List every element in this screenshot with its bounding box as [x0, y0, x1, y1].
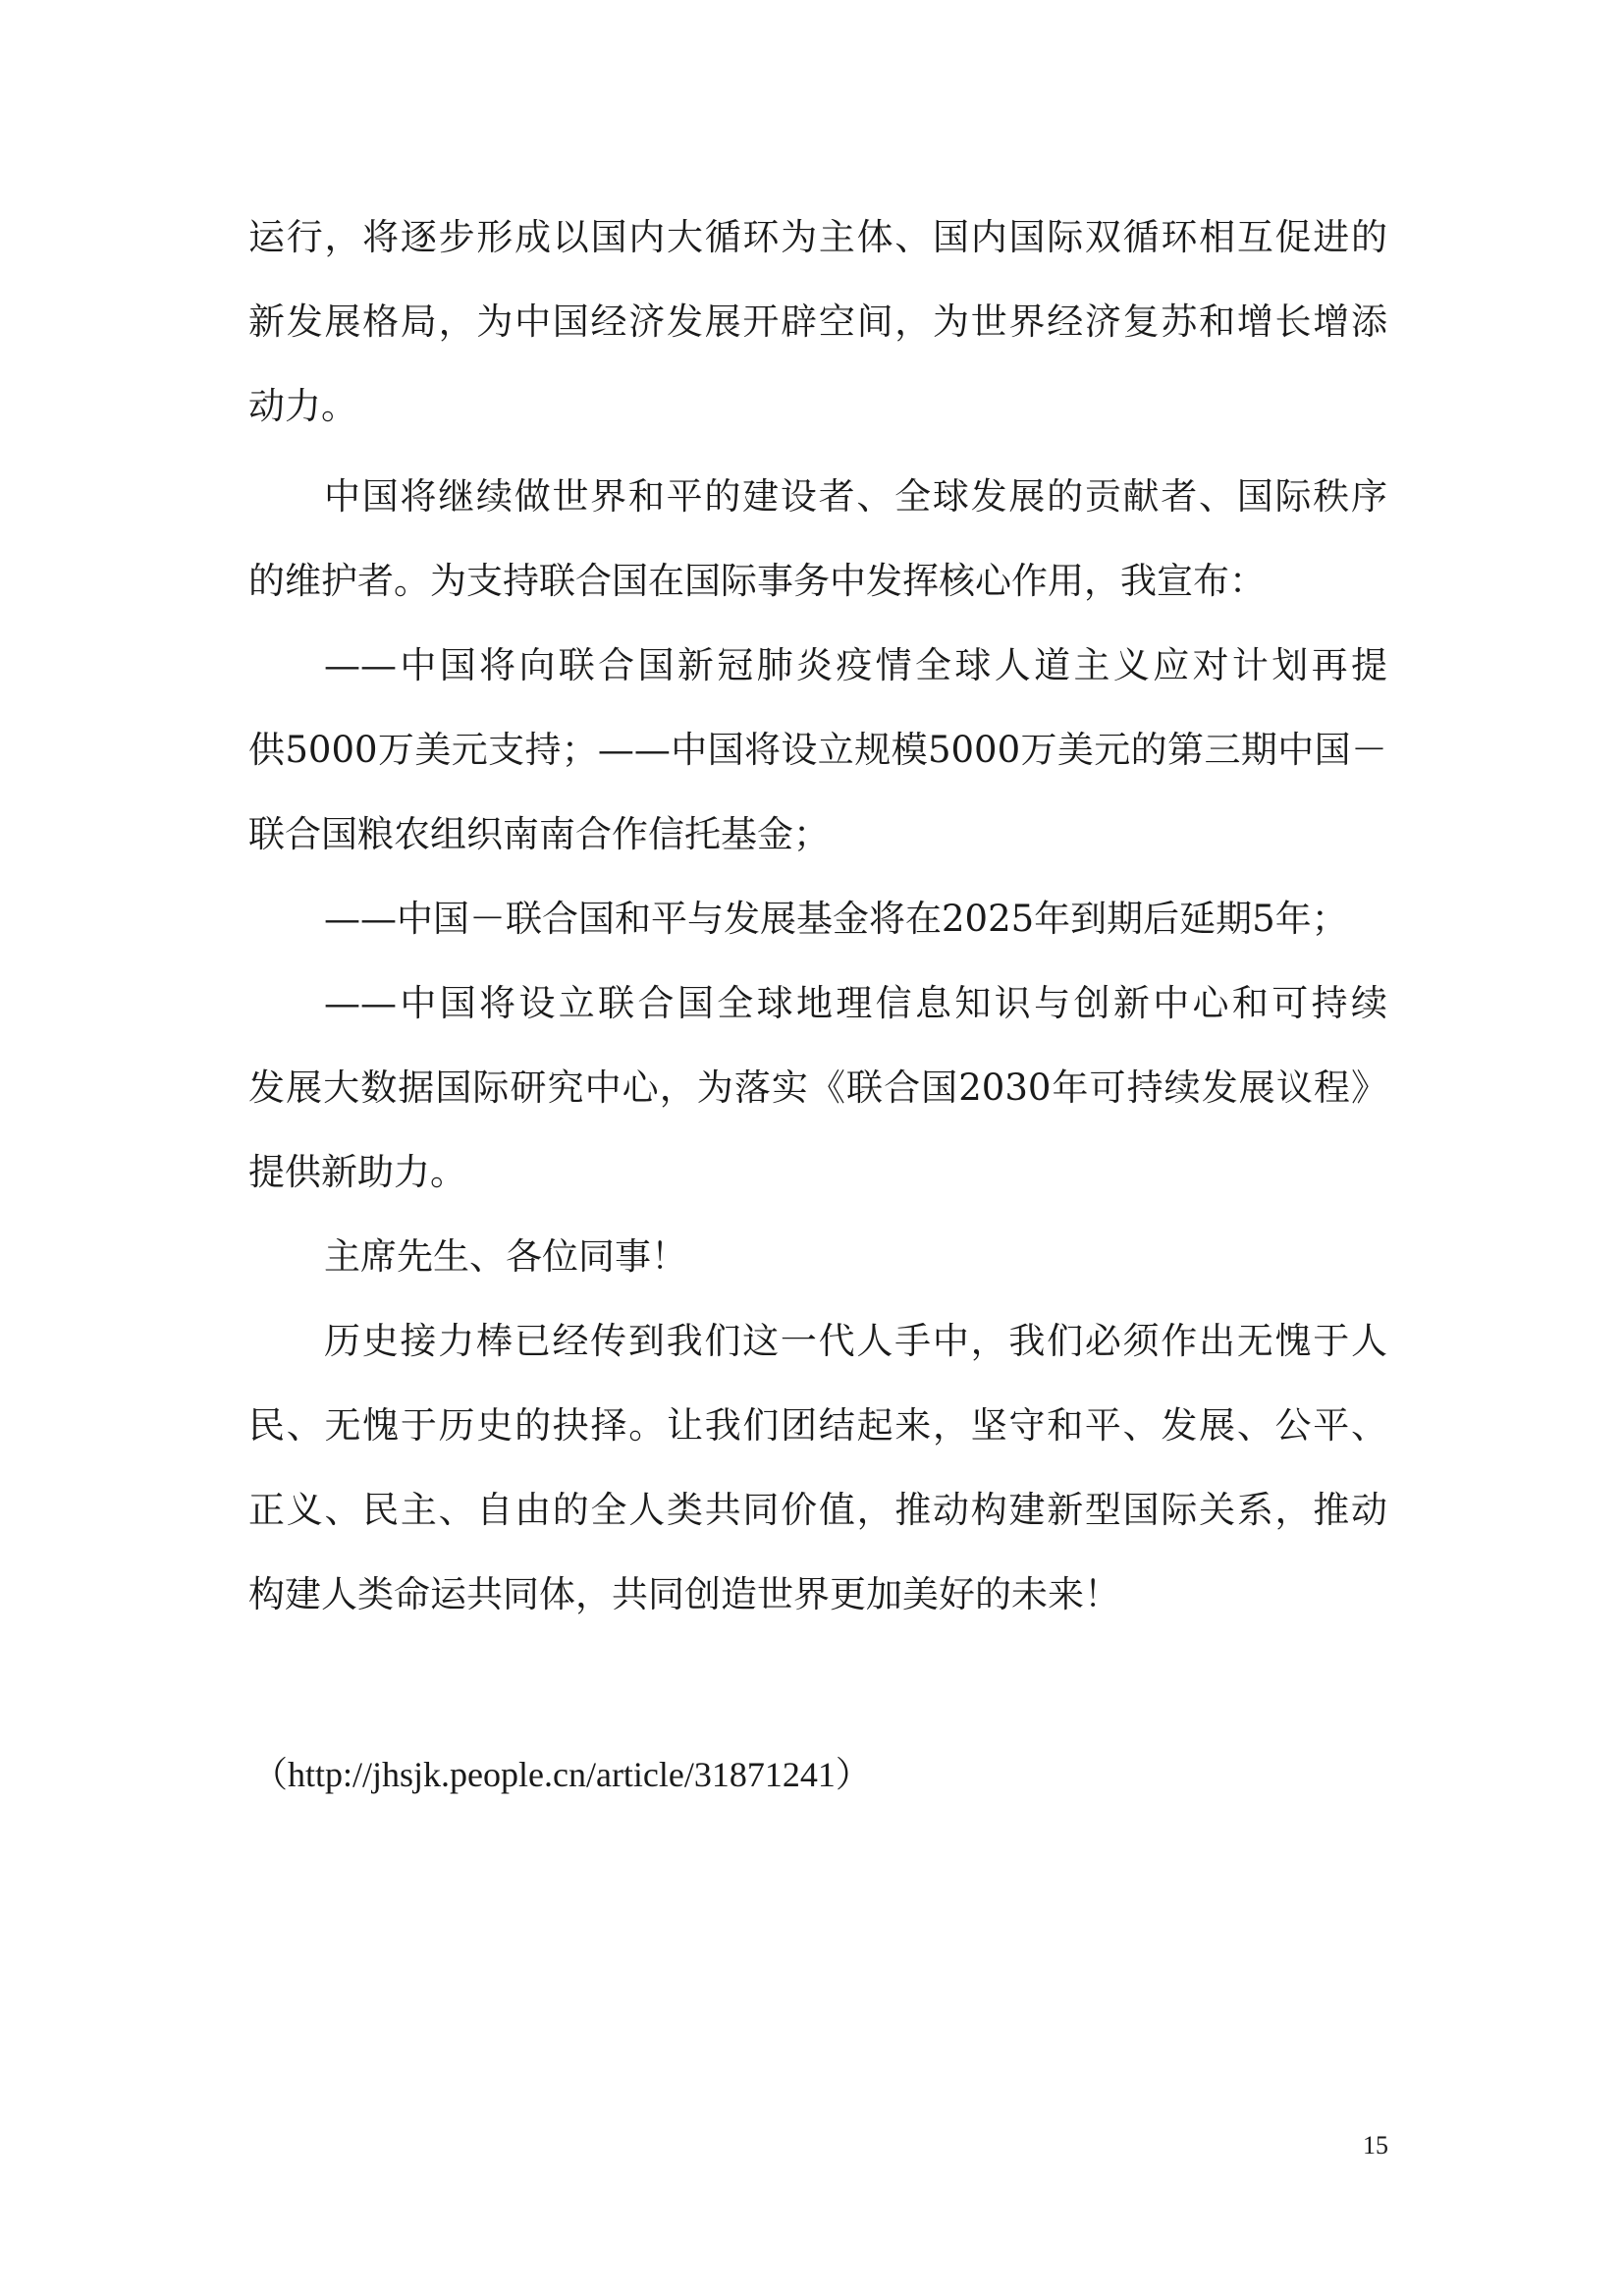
text-line: 中国将继续做世界和平的建设者、全球发展的贡献者、国际秩序: [324, 475, 1387, 518]
text-line: 运行，将逐步形成以国内大循环为主体、国内国际双循环相互促进的: [248, 216, 1387, 258]
text-line: 发展大数据国际研究中心，为落实《联合国2030年可持续发展议程》: [248, 1066, 1387, 1109]
text-line: 新发展格局，为中国经济发展开辟空间，为世界经济复苏和增长增添: [248, 301, 1387, 343]
text-line: ——中国－联合国和平与发展基金将在2025年到期后延期5年；: [324, 898, 1348, 940]
text-line: ——中国将向联合国新冠肺炎疫情全球人道主义应对计划再提: [324, 644, 1387, 686]
text-line: 民、无愧于历史的抉择。让我们团结起来，坚守和平、发展、公平、: [248, 1404, 1387, 1447]
source-citation: （http://jhsjk.people.cn/article/31871241）: [252, 1755, 871, 1794]
text-line: 的维护者。为支持联合国在国际事务中发挥核心作用，我宣布：: [248, 560, 1266, 602]
text-line: 正义、民主、自由的全人类共同价值，推动构建新型国际关系，推动: [248, 1489, 1387, 1531]
text-line: 动力。: [248, 385, 357, 427]
text-line: 联合国粮农组织南南合作信托基金；: [248, 813, 830, 855]
text-line: ——中国将设立联合国全球地理信息知识与创新中心和可持续: [324, 982, 1387, 1024]
text-line: 历史接力棒已经传到我们这一代人手中，我们必须作出无愧于人: [324, 1320, 1387, 1362]
text-line: 供5000万美元支持；——中国将设立规模5000万美元的第三期中国－: [248, 729, 1387, 771]
page-number: 15: [1363, 2131, 1388, 2159]
text-line: 提供新助力。: [248, 1151, 466, 1193]
text-line: 构建人类命运共同体，共同创造世界更加美好的未来！: [248, 1573, 1120, 1615]
text-line: 主席先生、各位同事！: [324, 1235, 687, 1278]
